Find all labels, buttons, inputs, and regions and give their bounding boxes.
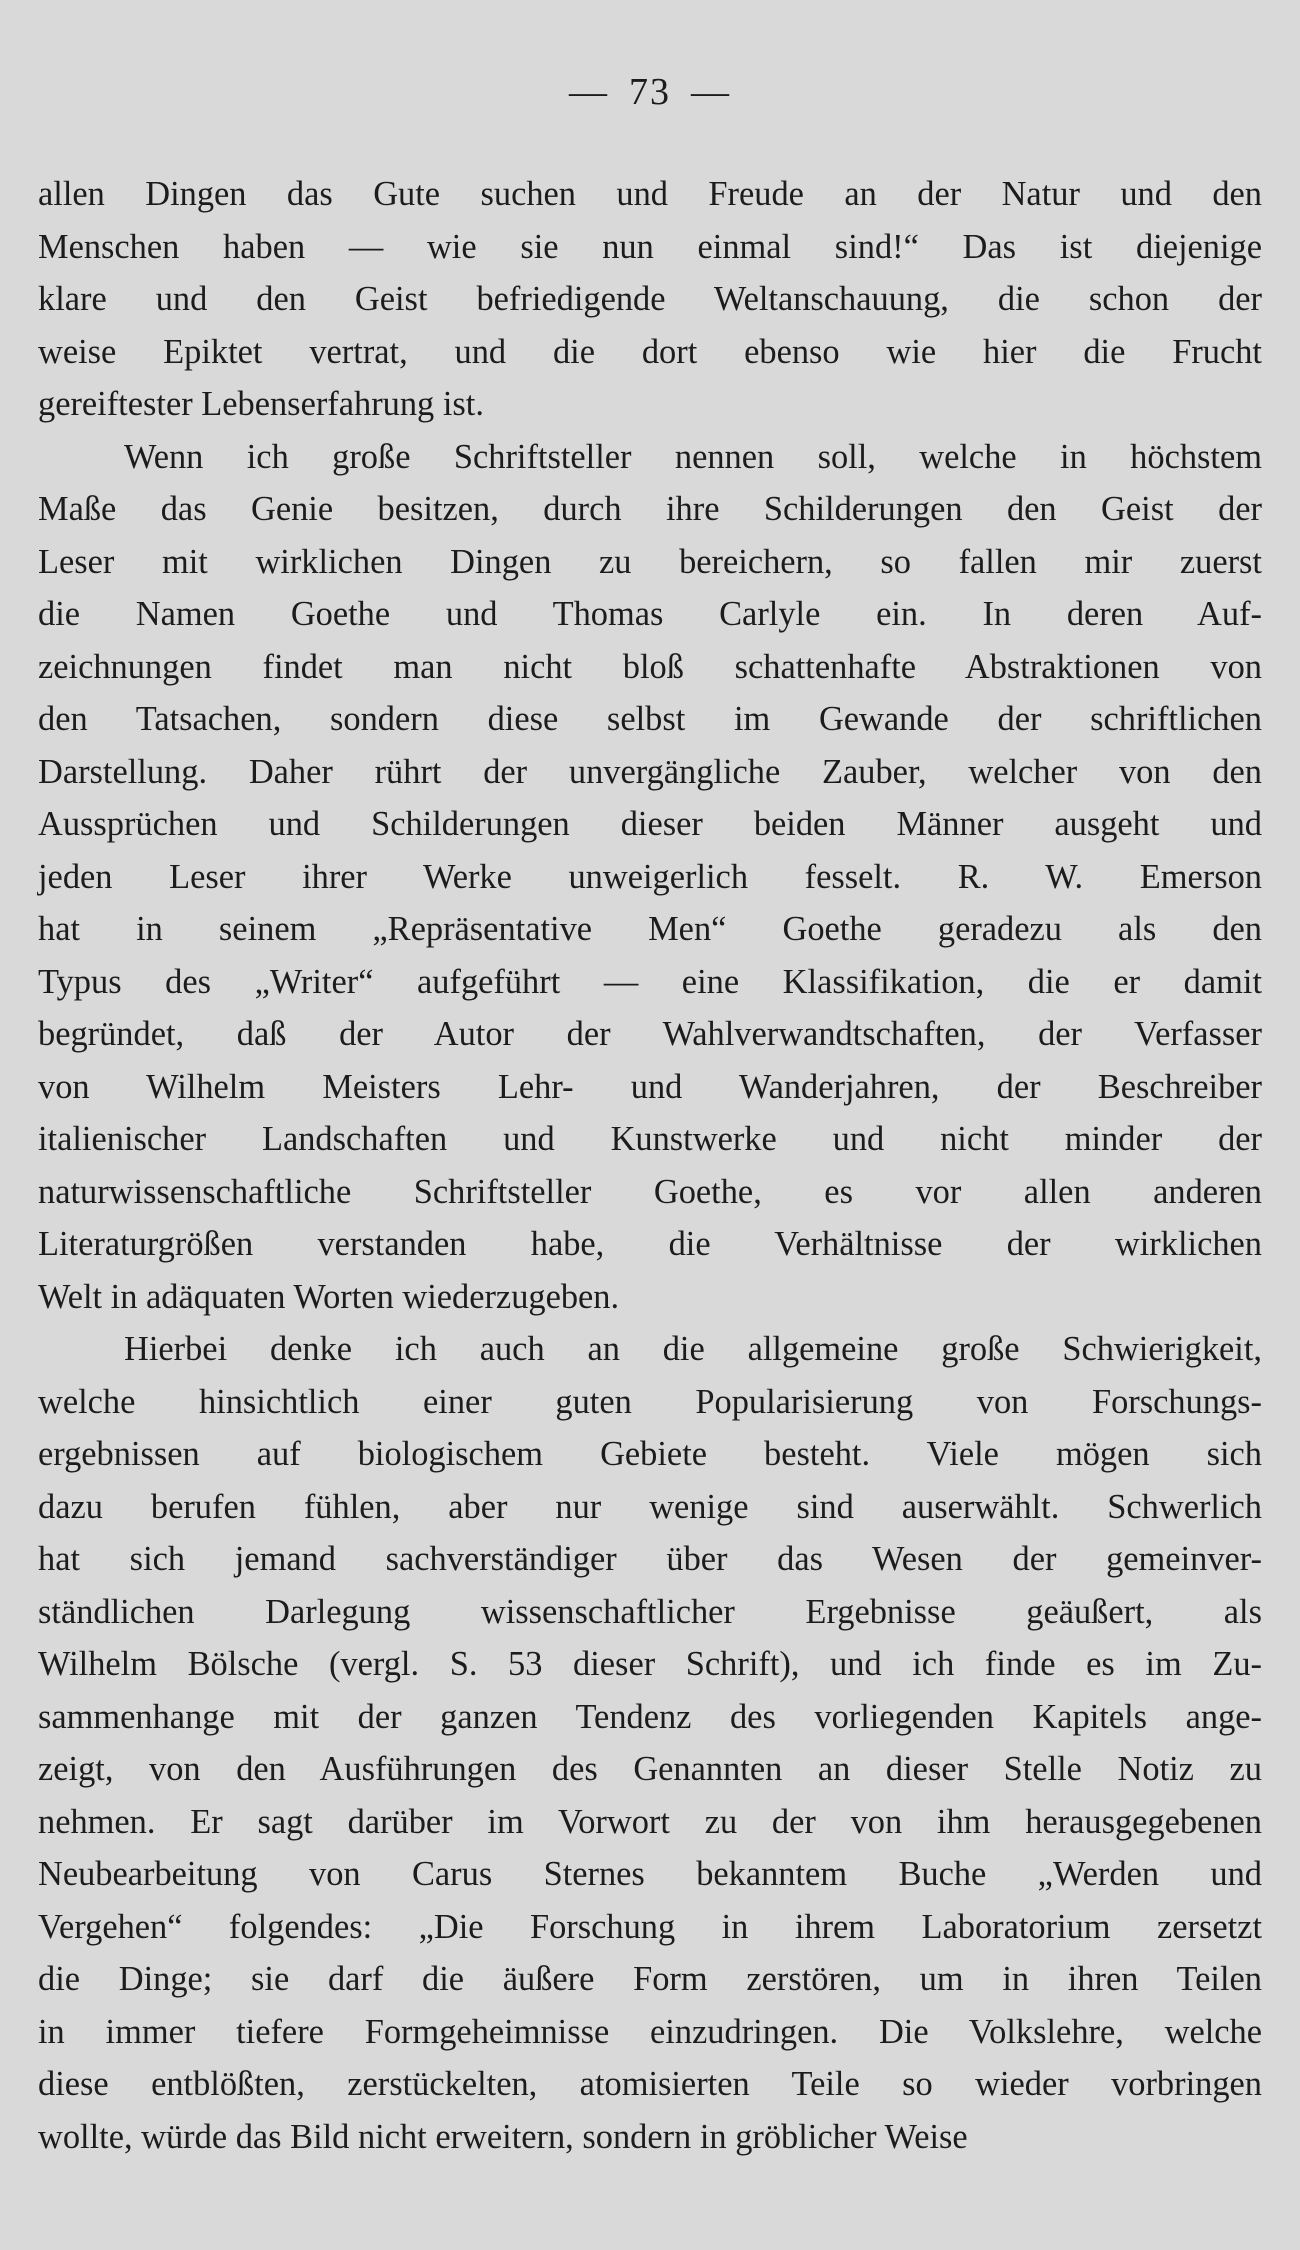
text-line: klare und den Geist befriedigende Weltanschauung, die schon der [38, 280, 1262, 318]
text-line: dazu berufen fühlen, aber nur wenige sind auserwählt. Schwerlich [38, 1487, 1262, 1526]
text-line: diese entblößten, zerstückelten, atomisierten Teile so wieder vorbringen [38, 2065, 1262, 2103]
text-line: hat in seinem „Repräsentative Men“ Goethe geradezu als den [38, 910, 1262, 948]
text-line: Aussprüchen und Schilderungen dieser beiden Männer ausgeht und [38, 805, 1262, 843]
text-line: die Namen Goethe und Thomas Carlyle ein. In deren Auf- [38, 595, 1262, 633]
text-line: ergebnissen auf biologischem Gebiete besteht. Viele mögen sich [38, 1435, 1262, 1473]
paragraph [38, 168, 1262, 431]
text-line: Neubearbeitung von Carus Sternes bekanntem Buche „Werden und [38, 1855, 1262, 1893]
text-line: sammenhange mit der ganzen Tendenz des vorliegenden Kapitels ange- [38, 1697, 1262, 1736]
text-line: Vergehen“ folgendes: „Die Forschung in ihrem Laboratorium zersetzt [38, 1907, 1262, 1946]
text-line: Wenn ich große Schriftsteller nennen soll, welche in höchstem [124, 437, 1262, 476]
text-line: Welt in adäquaten Worten wiederzugeben. [38, 1277, 620, 1316]
text-line: Darstellung. Daher rührt der unvergängliche Zauber, welcher von den [38, 752, 1262, 791]
text-line: hat sich jemand sachverständiger über das Wesen der gemeinver- [38, 1540, 1262, 1578]
text-line: nehmen. Er sagt darüber im Vorwort zu der von ihm herausgegebenen [38, 1802, 1262, 1841]
text-line: den Tatsachen, sondern diese selbst im Gewande der schriftlichen [38, 700, 1262, 738]
text-line: Hierbei denke ich auch an die allgemeine große Schwierigkeit, [124, 1330, 1262, 1368]
header-dash-left: — [569, 71, 609, 113]
text-line: ständlichen Darlegung wissenschaftlicher Ergebnisse geäußert, als [38, 1592, 1262, 1631]
text-line: Literaturgrößen verstanden habe, die Verhältnisse der wirklichen [38, 1225, 1262, 1263]
text-line: jeden Leser ihrer Werke unweigerlich fesselt. R. W. Emerson [38, 857, 1262, 896]
header-dash-right: — [691, 71, 731, 113]
text-line: weise Epiktet vertrat, und die dort ebenso wie hier die Frucht [38, 332, 1262, 371]
page-number: 73 [629, 71, 671, 113]
text-line: naturwissenschaftliche Schriftsteller Goethe, es vor allen anderen [38, 1172, 1262, 1211]
text-line: wollte, würde das Bild nicht erweitern, sondern in gröblicher Weise [38, 2117, 968, 2156]
text-line: von Wilhelm Meisters Lehr- und Wanderjahren, der Beschreiber [38, 1067, 1262, 1106]
text-line: zeichnungen findet man nicht bloß schattenhafte Abstraktionen von [38, 647, 1262, 686]
text-line: Wilhelm Bölsche (vergl. S. 53 dieser Schrift), und ich finde es im Zu- [38, 1645, 1262, 1683]
page-header [38, 62, 1262, 122]
text-line: zeigt, von den Ausführungen des Genannten an dieser Stelle Notiz zu [38, 1750, 1262, 1788]
text-line: allen Dingen das Gute suchen und Freude an der Natur und den [38, 175, 1262, 213]
body-text [38, 168, 1262, 2163]
text-line: welche hinsichtlich einer guten Popularisierung von Forschungs- [38, 1382, 1262, 1421]
text-line: Leser mit wirklichen Dingen zu bereichern, so fallen mir zuerst [38, 542, 1262, 581]
text-line: die Dinge; sie darf die äußere Form zerstören, um in ihren Teilen [38, 1960, 1262, 1998]
text-line: in immer tiefere Formgeheimnisse einzudringen. Die Volkslehre, welche [38, 2012, 1262, 2051]
paragraph [38, 1323, 1262, 2163]
text-line: Maße das Genie besitzen, durch ihre Schilderungen den Geist der [38, 490, 1262, 528]
text-line: italienischer Landschaften und Kunstwerke und nicht minder der [38, 1120, 1262, 1158]
paragraph [38, 431, 1262, 1324]
text-line: Typus des „Writer“ aufgeführt — eine Klassifikation, die er damit [38, 962, 1262, 1001]
text-line: begründet, daß der Autor der Wahlverwandtschaften, der Verfasser [38, 1015, 1262, 1053]
text-line: gereiftester Lebenserfahrung ist. [38, 385, 484, 423]
text-line: Menschen haben — wie sie nun einmal sind!“ Das ist diejenige [38, 227, 1262, 266]
